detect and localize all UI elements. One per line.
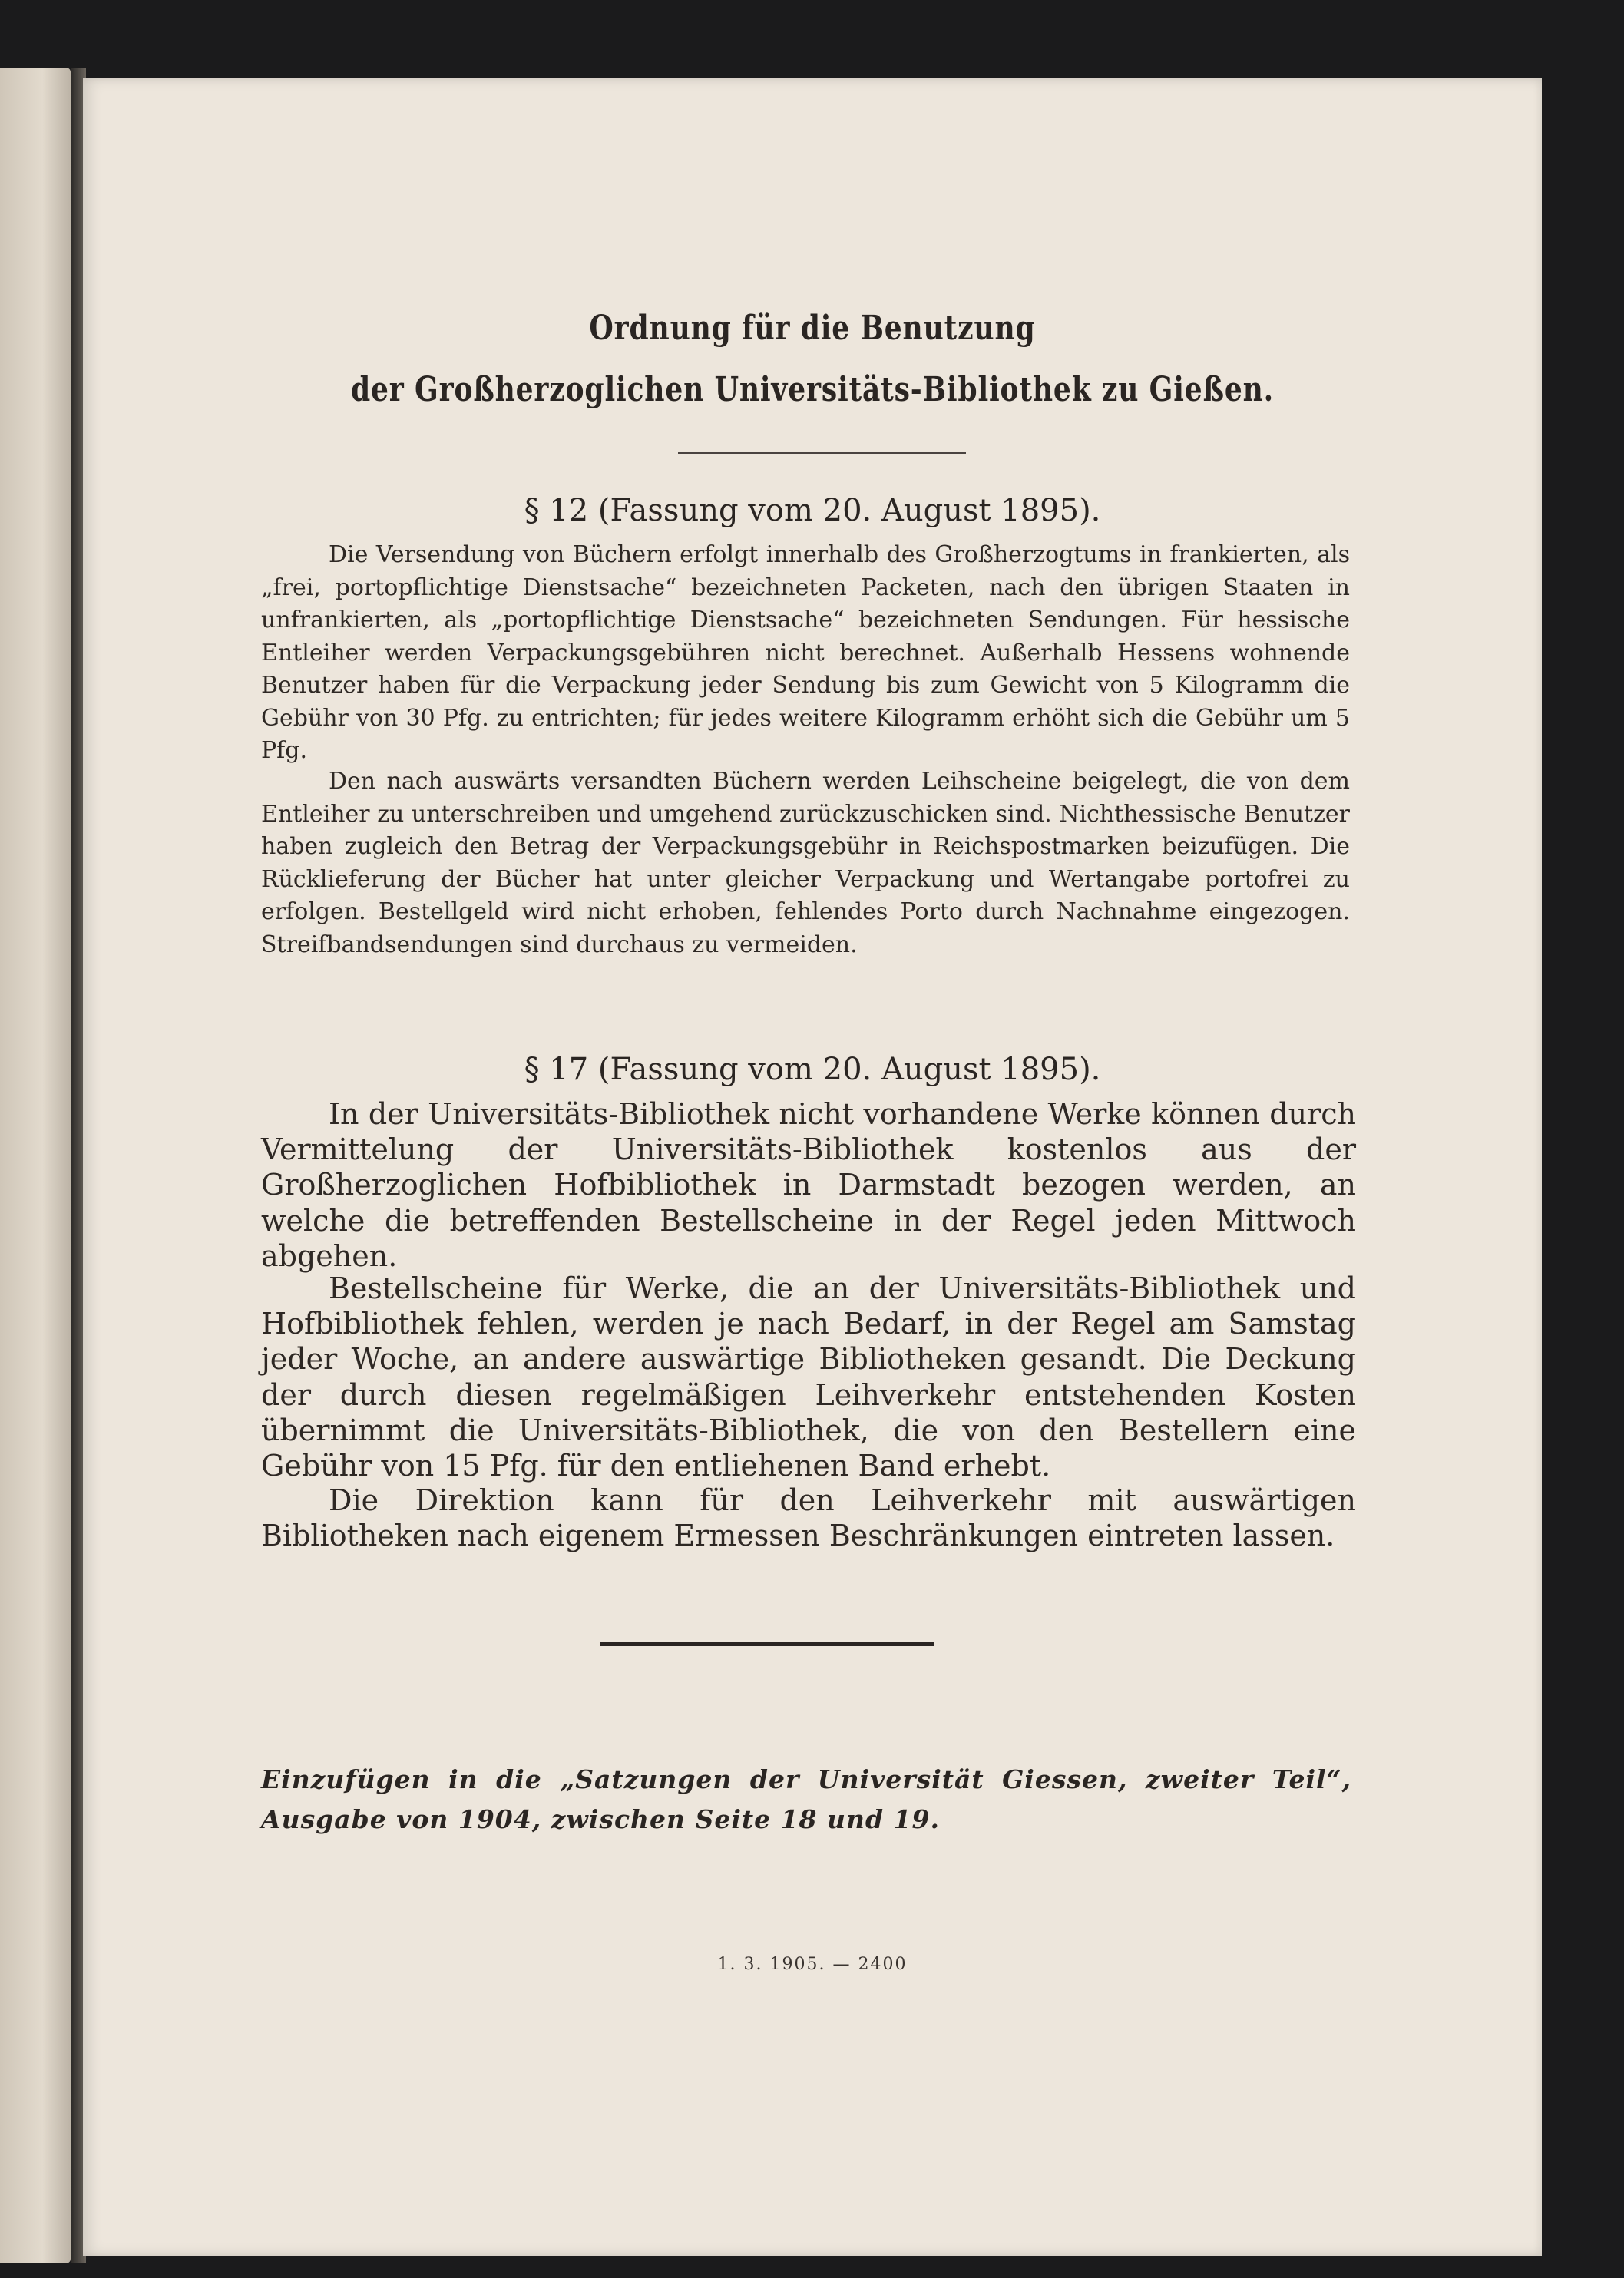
title-divider bbox=[678, 452, 966, 454]
section-17-paragraph-1: In der Universitäts-Bibliothek nicht vorhandene Werke können durch Vermittelung der Universitäts-Bibliothek kostenlos aus der Großherzoglichen Hofbibliothek in Darmstadt bezogen werden, an welche die betreffenden Bestellscheine in der Regel jeden Mittwoch abgehen. bbox=[261, 1097, 1356, 1273]
section-12-paragraph-1: Die Versendung von Büchern erfolgt innerhalb des Großherzogtums in frankierten, als „frei, portopflichtige Dienstsache“ bezeichneten Packeten, nach den übrigen Staaten in unfrankierten, als „portopflichtige Dienstsache“ bezeichneten Sendungen. Für hessische Entleiher werden Verpackungsgebühren nicht berechnet. Außerhalb Hessens wohnende Benutzer haben für die Verpackung jeder Sendung bis zum Gewicht von 5 Kilogramm die Gebühr von 30 Pfg. zu entrichten; für jedes weitere Kilogramm erhöht sich die Gebühr um 5 Pfg. bbox=[261, 541, 1350, 764]
document-page bbox=[83, 78, 1542, 2256]
closing-divider bbox=[600, 1642, 934, 1646]
section-17-paragraph-3: Die Direktion kann für den Leihverkehr mit auswärtigen Bibliotheken nach eigenem Ermessen Beschränkungen eintreten lassen. bbox=[261, 1483, 1356, 1553]
section-12-paragraph-2: Den nach auswärts versandten Büchern werden Leihscheine beigelegt, die von dem Entleiher zu unterschreiben und umgehend zurückzuschicken sind. Nichthessische Benutzer haben zugleich den Betrag der Verpackungsgebühr in Reichspostmarken beizufügen. Die Rücklieferung der Bücher hat unter gleicher Verpackung und Wertangabe portofrei zu erfolgen. Bestellgeld wird nicht erhoben, fehlendes Porto durch Nachnahme eingezogen. Streifbandsendungen sind durchaus zu vermeiden. bbox=[261, 768, 1350, 958]
document-title-line-2: der Großherzoglichen Universitäts-Bibliothek zu Gießen. bbox=[350, 370, 1275, 409]
section-17-paragraph-2: Bestellscheine für Werke, die an der Universitäts-Bibliothek und Hofbibliothek fehlen, werden je nach Bedarf, in der Regel am Samstag jeder Woche, an andere auswärtige Bibliotheken gesandt. Die Deckung der durch diesen regelmäßigen Leihverkehr entstehenden Kosten übernimmt die Universitäts-Bibliothek, die von den Bestellern eine Gebühr von 15 Pfg. für den entliehenen Band erhebt. bbox=[261, 1271, 1356, 1483]
section-12-heading: § 12 (Fassung vom 20. August 1895). bbox=[524, 493, 1101, 528]
print-imprint: 1. 3. 1905. — 2400 bbox=[717, 1955, 908, 1974]
document-title-line-1: Ordnung für die Benutzung bbox=[589, 309, 1036, 348]
facing-page-edge bbox=[0, 68, 71, 2263]
section-17-heading: § 17 (Fassung vom 20. August 1895). bbox=[524, 1052, 1101, 1087]
insertion-note: Einzufügen in die „Satzungen der Universität Giessen, zweiter Teil“, Ausgabe von 1904, zwischen Seite 18 und 19. bbox=[261, 1764, 1351, 1834]
